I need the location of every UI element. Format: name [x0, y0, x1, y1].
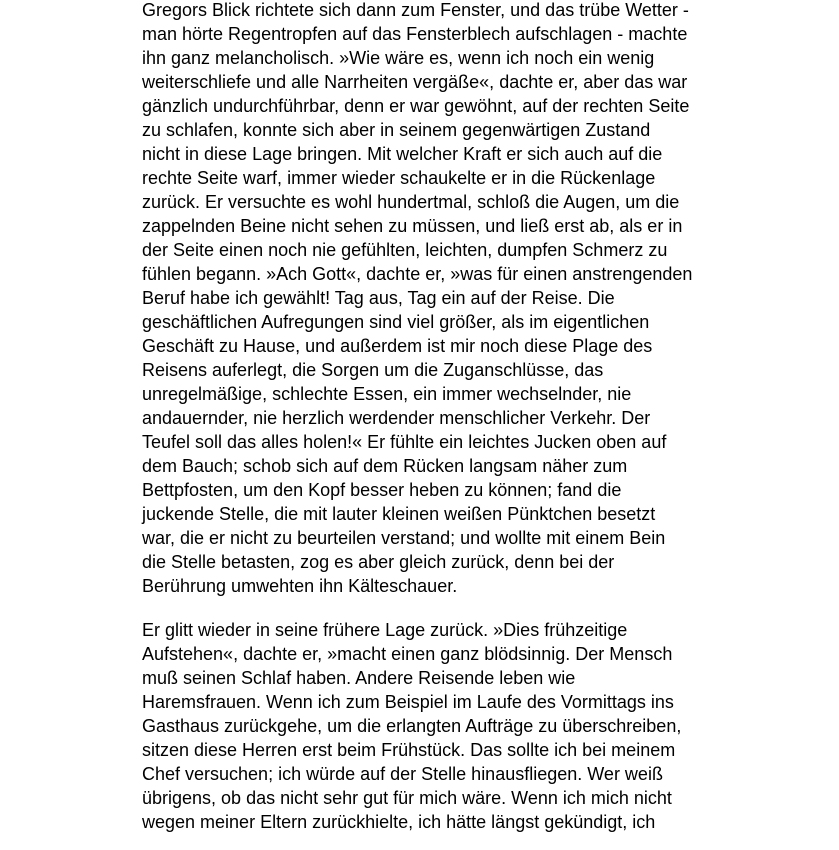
text-line: nicht in diese Lage bringen. Mit welcher Kraft er sich auch auf die: [142, 144, 663, 164]
text-line: geschäftlichen Aufregungen sind viel größer, als im eigentlichen: [142, 312, 650, 332]
text-line: Er glitt wieder in seine frühere Lage zurück. »Dies frühzeitige: [142, 620, 628, 640]
paragraph-gap: [142, 598, 802, 618]
text-line: Beruf habe ich gewählt! Tag aus, Tag ein auf der Reise. Die: [142, 288, 615, 308]
text-line: der Seite einen noch nie gefühlten, leichten, dumpfen Schmerz zu: [142, 240, 668, 260]
text-line: die Stelle betasten, zog es aber gleich zurück, denn bei der: [142, 552, 615, 572]
text-line: zappelnden Beine nicht sehen zu müssen, und ließ erst ab, als er in: [142, 216, 683, 236]
text-line: andauernder, nie herzlich werdender menschlicher Verkehr. Der: [142, 408, 651, 428]
text-line: dem Bauch; schob sich auf dem Rücken langsam näher zum: [142, 456, 628, 476]
text-line: übrigens, ob das nicht sehr gut für mich wäre. Wenn ich mich nicht: [142, 788, 672, 808]
text-line: fühlen begann. »Ach Gott«, dachte er, »was für einen anstrengenden: [142, 264, 693, 284]
text-line: Gregors Blick richtete sich dann zum Fenster, und das trübe Wetter -: [142, 0, 689, 20]
text-line: muß seinen Schlaf haben. Andere Reisende leben wie: [142, 668, 576, 688]
paragraph: [142, 618, 802, 834]
text-line: wegen meiner Eltern zurückhielte, ich hätte längst gekündigt, ich: [142, 812, 656, 832]
text-line: rechte Seite warf, immer wieder schaukelte er in die Rückenlage: [142, 168, 656, 188]
text-line: juckende Stelle, die mit lauter kleinen weißen Pünktchen besetzt: [142, 504, 656, 524]
text-line: Gasthaus zurückgehe, um die erlangten Aufträge zu überschreiben,: [142, 716, 682, 736]
text-line: Geschäft zu Hause, und außerdem ist mir noch diese Plage des: [142, 336, 653, 356]
text-line: weiterschliefe und alle Narrheiten vergäße«, dachte er, aber das war: [142, 72, 688, 92]
text-line: Chef versuchen; ich würde auf der Stelle hinausfliegen. Wer weiß: [142, 764, 663, 784]
text-line: war, die er nicht zu beurteilen verstand; und wollte mit einem Bein: [142, 528, 666, 548]
text-line: Haremsfrauen. Wenn ich zum Beispiel im Laufe des Vormittags ins: [142, 692, 674, 712]
text-line: Reisens auferlegt, die Sorgen um die Zuganschlüsse, das: [142, 360, 604, 380]
text-line: gänzlich undurchführbar, denn er war gewöhnt, auf der rechten Seite: [142, 96, 690, 116]
text-line: Bettpfosten, um den Kopf besser heben zu können; fand die: [142, 480, 622, 500]
text-line: zurück. Er versuchte es wohl hundertmal, schloß die Augen, um die: [142, 192, 680, 212]
text-line: unregelmäßige, schlechte Essen, ein immer wechselnder, nie: [142, 384, 632, 404]
document-body: [142, 0, 802, 834]
text-line: zu schlafen, konnte sich aber in seinem gegenwärtigen Zustand: [142, 120, 651, 140]
text-line: Berührung umwehten ihn Kälteschauer.: [142, 576, 458, 596]
text-line: ihn ganz melancholisch. »Wie wäre es, wenn ich noch ein wenig: [142, 48, 655, 68]
text-line: man hörte Regentropfen auf das Fensterblech aufschlagen - machte: [142, 24, 688, 44]
paragraph: [142, 0, 802, 598]
text-line: Aufstehen«, dachte er, »macht einen ganz blödsinnig. Der Mensch: [142, 644, 673, 664]
text-line: sitzen diese Herren erst beim Frühstück. Das sollte ich bei meinem: [142, 740, 676, 760]
text-line: Teufel soll das alles holen!« Er fühlte ein leichtes Jucken oben auf: [142, 432, 667, 452]
